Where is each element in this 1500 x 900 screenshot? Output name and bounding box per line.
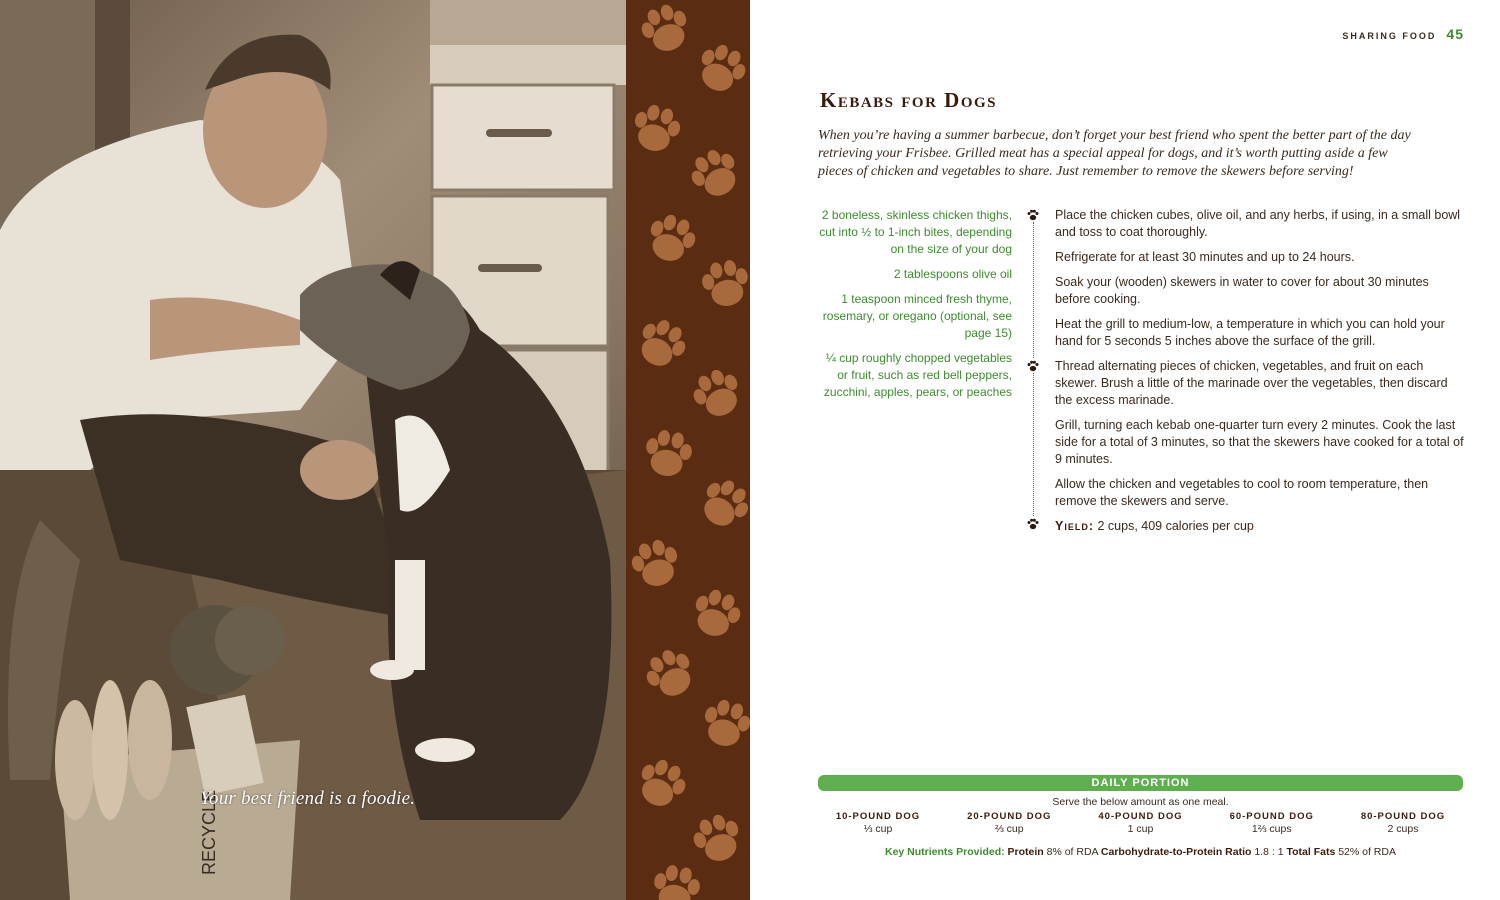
step-item: Heat the grill to medium-low, a temperature in which you can hold your hand for 5 seconds 5 inches above the surface of the grill. <box>1055 317 1445 348</box>
paw-print-icon <box>699 257 750 309</box>
paw-print-icon <box>698 696 750 751</box>
fat-value: 52% of RDA <box>1338 846 1396 858</box>
page-number: 45 <box>1446 26 1464 42</box>
portion-amount: ⅔ cup <box>994 823 1024 835</box>
step-list <box>1055 207 1465 535</box>
portion-column <box>949 811 1069 835</box>
ingredient-item: 2 boneless, skinless chicken thighs, cut into ½ to 1-inch bites, depending on the size of your dog <box>819 208 1012 256</box>
photo-illustration <box>0 0 626 900</box>
dog-weight: 80-POUND DOG <box>1360 811 1446 822</box>
paw-print-icon <box>636 0 695 58</box>
dog-weight: 10-POUND DOG <box>835 811 921 822</box>
recipe-title: Kebabs for Dogs <box>820 88 998 112</box>
protein-key: Protein <box>1007 846 1044 858</box>
portion-column <box>818 811 938 835</box>
portion-note: Serve the below amount as one meal. <box>1052 796 1229 808</box>
portion-column <box>1212 811 1332 835</box>
fat-key: Total Fats <box>1286 846 1336 858</box>
paw-print-icon <box>691 39 750 99</box>
paw-icon <box>1026 208 1040 222</box>
running-header <box>1342 26 1464 42</box>
protein-value: 8% of RDA <box>1046 846 1098 858</box>
bag-recycle-text: RECYCLE <box>199 789 219 875</box>
ingredient-item: 2 tablespoons olive oil <box>893 267 1012 281</box>
portion-amount: ⅓ cup <box>863 823 893 835</box>
ingredient-list <box>812 207 1012 409</box>
ratio-value: 1.8 : 1 <box>1254 846 1284 858</box>
yield-value: 2 cups, 409 calories per cup <box>1097 519 1254 533</box>
ingredient-item: 1 teaspoon minced fresh thyme, rosemary, or oregano (optional, see page 15) <box>822 292 1012 340</box>
ratio-key: Carbohydrate-to-Protein Ratio <box>1100 846 1252 858</box>
paw-print-icon <box>684 143 746 205</box>
paw-print-icon <box>687 364 748 424</box>
step-item: Allow the chicken and vegetables to cool to room temperature, then remove the skewers and serve. <box>1055 477 1429 508</box>
portion-amount: 1 cup <box>1127 823 1154 835</box>
nutrients-label: Key Nutrients Provided: <box>885 846 1005 858</box>
portion-table <box>818 811 1463 835</box>
paw-print-icon <box>642 210 701 268</box>
paw-icon <box>1026 359 1040 373</box>
paw-print-icon <box>688 810 747 868</box>
recipe-intro: When you’re having a summer barbecue, don’t forget your best friend who spent the better part of the day retrieving your Frisbee. Grilled meat has a special appeal for dogs, and it’s worth putting aside a few pieces of chicken and vegetables to share. Just remember to remove the skewers before serving! <box>818 128 1411 179</box>
photo-man-feeding-dog <box>0 0 626 900</box>
paw-print-icon <box>628 536 684 591</box>
paw-print-icon <box>642 427 695 479</box>
portion-amount: 1⅔ cups <box>1251 823 1292 835</box>
paw-print-icon <box>693 472 750 535</box>
yield-label: Yield: <box>1055 519 1095 533</box>
daily-portion-banner: DAILY PORTION <box>818 775 1463 791</box>
dog-weight: 40-POUND DOG <box>1098 811 1183 822</box>
dog-weight: 20-POUND DOG <box>967 811 1052 822</box>
recipe-yield <box>1055 518 1465 535</box>
step-item: Place the chicken cubes, olive oil, and any herbs, if using, in a small bowl and toss to coat thoroughly. <box>1055 208 1461 239</box>
paw-print-icon <box>631 754 692 814</box>
paw-icon <box>1026 517 1040 531</box>
portion-column <box>1081 811 1201 835</box>
photo-caption: Your best friend is a foodie. <box>200 788 416 809</box>
portion-column <box>1343 811 1463 835</box>
decorative-paw-strip <box>626 0 750 900</box>
paw-print-icon <box>628 101 684 156</box>
paw-print-icon <box>687 585 746 643</box>
paw-pattern <box>626 0 750 900</box>
step-item: Grill, turning each kebab one-quarter turn every 2 minutes. Cook the last side for a total of 3 minutes, so that the skewers have cooked for a total of 9 minutes. <box>1055 418 1464 466</box>
paw-print-icon <box>639 643 701 705</box>
step-item: Soak your (wooden) skewers in water to cover for about 30 minutes before cooking. <box>1055 275 1429 306</box>
dog-weight: 60-POUND DOG <box>1229 811 1314 822</box>
paw-print-icon <box>631 313 693 375</box>
section-name: SHARING FOOD <box>1342 31 1437 41</box>
ingredient-item: ¼ cup roughly chopped vegetables or fruit, such as red bell peppers, zucchini, apples, pears, or peaches <box>823 351 1012 399</box>
step-item: Refrigerate for at least 30 minutes and up to 24 hours. <box>1055 250 1355 264</box>
step-item: Thread alternating pieces of chicken, vegetables, and fruit on each skewer. Brush a little of the marinade over the vegetables, then discard the excess marinade. <box>1055 359 1448 407</box>
portion-amount: 2 cups <box>1387 823 1419 835</box>
key-nutrients <box>818 846 1463 858</box>
paw-print-icon <box>650 862 703 900</box>
